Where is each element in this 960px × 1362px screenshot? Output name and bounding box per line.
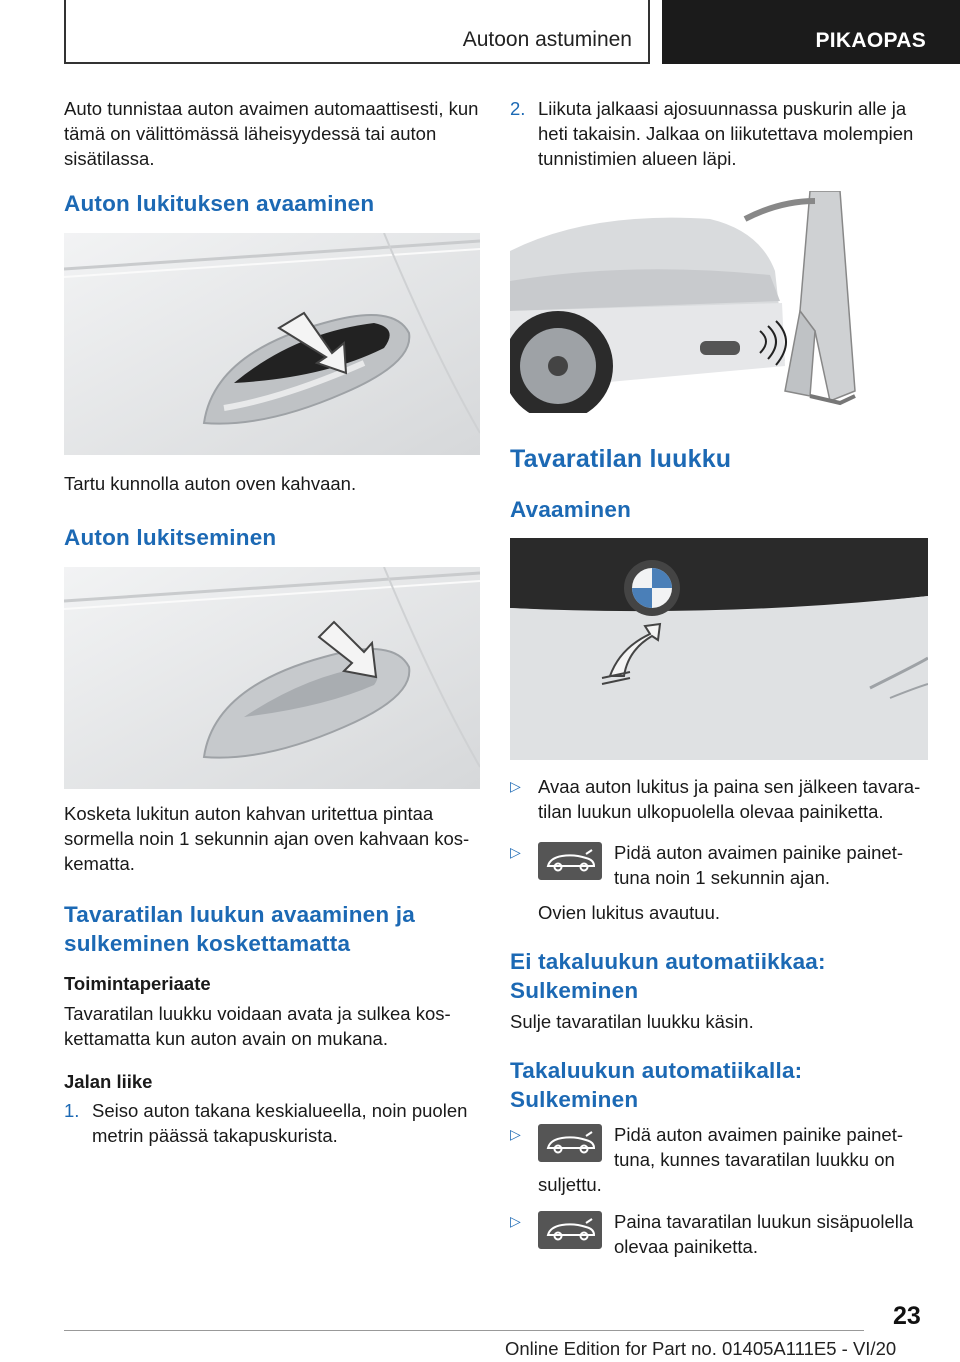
step-number: 1. (64, 1100, 80, 1121)
footer-edition: Online Edition for Part no. 01405A111E5 - VI/20 (505, 1338, 897, 1359)
car-key-tailgate-icon (538, 1211, 602, 1249)
foot-movement-image (510, 191, 860, 413)
header-tab[interactable] (662, 0, 960, 64)
header-section-box (64, 0, 650, 64)
bullet-3 (510, 1122, 928, 1197)
heading-lock: Auton lukitseminen (64, 525, 277, 550)
left-column (64, 96, 480, 1148)
bullet-4 (510, 1209, 928, 1259)
step-1 (64, 1098, 480, 1148)
bullet-1 (510, 774, 928, 824)
heading-auto-closing: Takaluukun automatiikalla: Sulkeminen (510, 1058, 803, 1112)
bullet-text: Paina tavaratilan luukun sisäpuolella olevaa painiketta. (614, 1211, 914, 1257)
car-key-tailgate-icon (538, 1124, 602, 1162)
door-handle-lock-image (64, 567, 480, 789)
page-number: 23 (893, 1302, 921, 1330)
header-section-title: Autoon astuminen (462, 28, 632, 51)
triangle-bullet-icon: ▷ (510, 844, 521, 860)
triangle-bullet-icon: ▷ (510, 778, 521, 794)
car-key-tailgate-icon (538, 842, 602, 880)
bullet-text: Pidä auton avaimen painike painettuna, kunnes tavaratilan luukku on suljettu. (538, 1124, 904, 1195)
heading-foot-movement: Jalan liike (64, 1071, 153, 1092)
heading-trunk-handsfree: Tavaratilan luukun avaaminen ja sulkeminen koskettamatta (64, 902, 415, 956)
tailgate-button-image (510, 538, 928, 760)
heading-principle: Toimintaperiaate (64, 973, 211, 994)
bullet-result: Ovien lukitus avautuu. (538, 902, 721, 923)
bullet-2 (510, 840, 928, 925)
caption-lock: Kosketa lukitun auton kahvan uritettua pintaa sormella noin 1 sekunnin ajan oven kahvaan koskematta. (64, 803, 470, 874)
header-tab-label: PIKAOPAS (815, 29, 926, 52)
no-auto-text: Sulje tavaratilan luukku käsin. (510, 1011, 754, 1032)
footer-divider (64, 1330, 864, 1331)
right-column (510, 96, 928, 1259)
step-2 (510, 96, 928, 171)
heading-no-auto-closing: Ei takaluukun automatiikkaa: Sulkeminen (510, 949, 826, 1003)
bullet-text: Avaa auton lukitus ja paina sen jälkeen tavaratilan luukun ulkopuolella olevaa painiketta. (538, 776, 921, 822)
heading-tailgate: Tavaratilan luukku (510, 445, 732, 473)
bullet-text: Pidä auton avaimen painike painettuna noin 1 sekunnin ajan. (614, 842, 904, 888)
step-text: Seiso auton takana keskialueella, noin puolen metrin päässä takapuskurista. (92, 1100, 468, 1146)
intro-text: Auto tunnistaa auton avaimen automaattisesti, kun tämä on välittömässä läheisyydessä tai auton sisätilassa. (64, 98, 479, 169)
heading-unlock: Auton lukituksen avaaminen (64, 191, 375, 216)
door-handle-unlock-image (64, 233, 480, 455)
step-number: 2. (510, 98, 526, 119)
caption-unlock: Tartu kunnolla auton oven kahvaan. (64, 473, 357, 494)
heading-opening: Avaaminen (510, 497, 632, 522)
triangle-bullet-icon: ▷ (510, 1213, 521, 1229)
principle-text: Tavaratilan luukku voidaan avata ja sulkea koskettamatta kun auton avain on mukana. (64, 1003, 451, 1049)
triangle-bullet-icon: ▷ (510, 1126, 521, 1142)
step-text: Liikuta jalkaasi ajosuunnassa puskurin alle ja heti takaisin. Jalkaa on liikutettava molempien tunnistimien alueen läpi. (538, 98, 914, 169)
